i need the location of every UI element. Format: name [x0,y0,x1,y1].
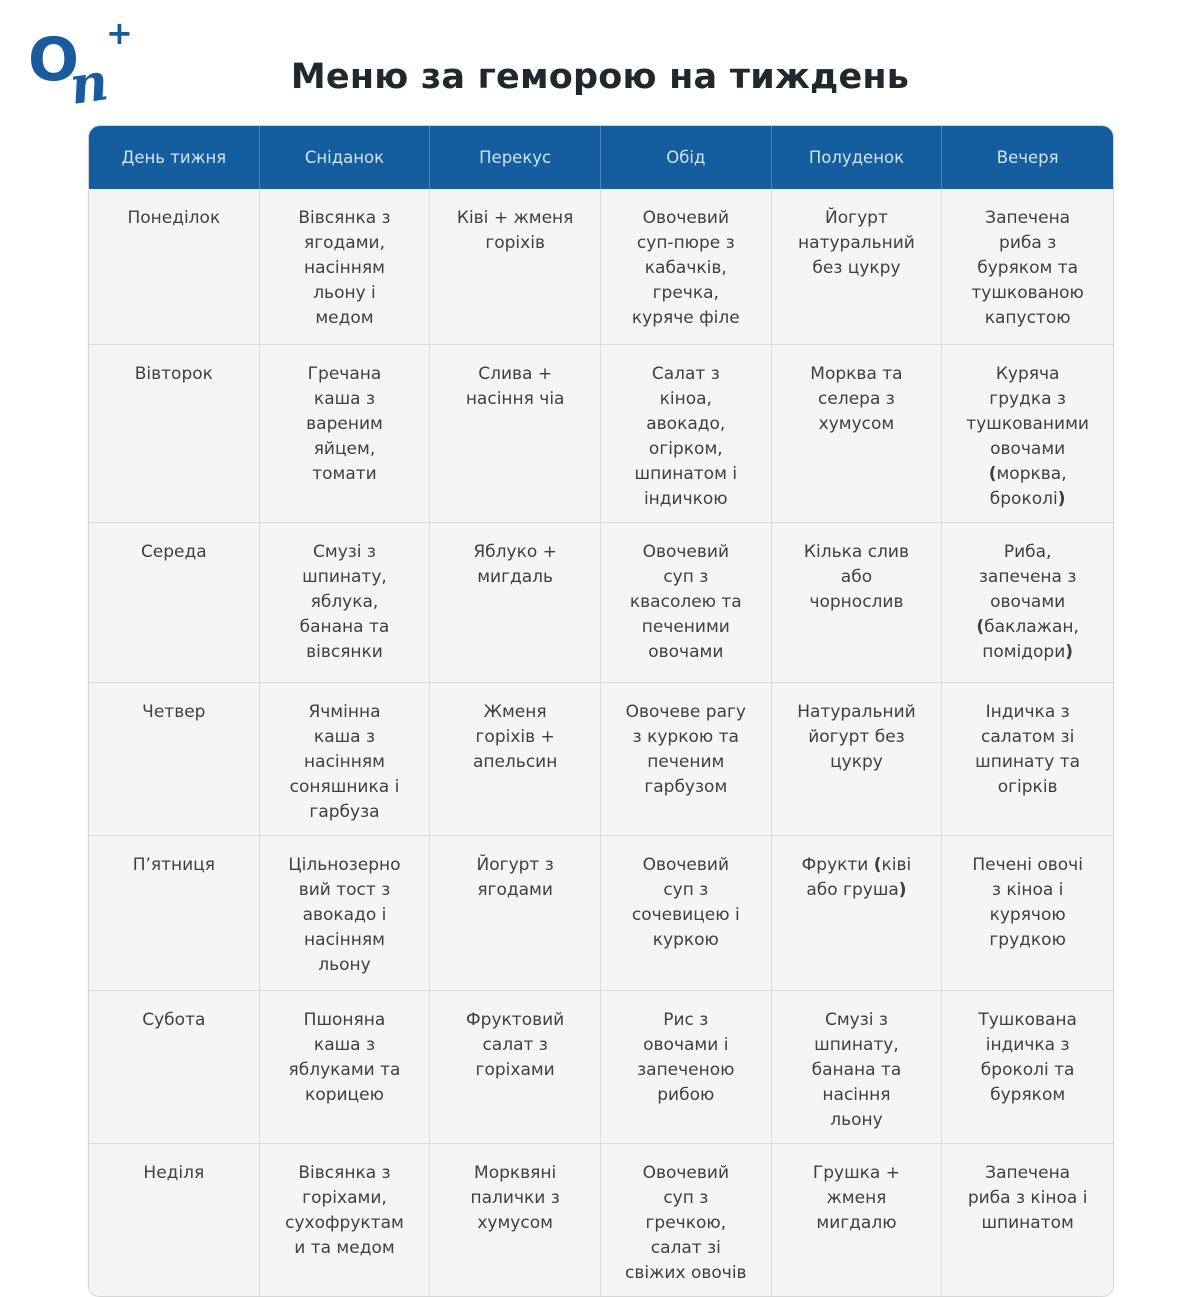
meal-cell: Вівсянка з ягодами, насінням льону і медом [260,189,431,344]
meal-cell: Запечена риба з буряком та тушкованою капустою [942,189,1113,344]
day-cell: Четвер [89,682,260,835]
logo-letter-n: n [65,51,112,117]
meal-cell: Смузі з шпинату, яблука, банана та вівсянки [260,522,431,682]
meal-cell: Овочевий суп-пюре з кабачків, гречка, куряче філе [601,189,772,344]
weekly-menu-table [89,126,1113,1296]
meal-cell: Печені овочі з кіноа і курячою грудкою [942,835,1113,990]
table-row [89,1143,1113,1296]
meal-cell: Фрукти (ківі або груша) [772,835,943,990]
table-row [89,990,1113,1143]
column-header-3: Обід [601,126,772,189]
meal-cell: Грушка + жменя мигдалю [772,1143,943,1296]
meal-cell: Овочевий суп з гречкою, салат зі свіжих овочів [601,1143,772,1296]
meal-cell: Риба, запечена з овочами (баклажан, помідори) [942,522,1113,682]
meal-cell: Фруктовий салат з горіхами [430,990,601,1143]
column-header-4: Полуденок [772,126,943,189]
column-header-0: День тижня [89,126,260,189]
meal-cell: Яблуко + мигдаль [430,522,601,682]
meal-cell: Натуральний йогурт без цукру [772,682,943,835]
meal-cell: Смузі з шпинату, банана та насіння льону [772,990,943,1143]
meal-cell: Жменя горіхів + апельсин [430,682,601,835]
table-row [89,682,1113,835]
day-cell: Неділя [89,1143,260,1296]
table-body [89,189,1113,1296]
column-header-5: Вечеря [942,126,1113,189]
meal-cell: Слива + насіння чіа [430,344,601,522]
meal-cell: Гречана каша з вареним яйцем, томати [260,344,431,522]
meal-cell: Пшоняна каша з яблуками та корицею [260,990,431,1143]
logo-letter-o: O [28,25,80,95]
meal-cell: Кілька слив або чорнослив [772,522,943,682]
table-row [89,344,1113,522]
meal-cell: Вівсянка з горіхами, сухофруктами та медом [260,1143,431,1296]
meal-cell: Куряча грудка з тушкованими овочами (морква, броколі) [942,344,1113,522]
table-header [89,126,1113,189]
meal-cell: Овочевий суп з сочевицею і куркою [601,835,772,990]
header-row [89,126,1113,189]
meal-cell: Овочеве рагу з куркою та печеним гарбузом [601,682,772,835]
meal-cell: Морква та селера з хумусом [772,344,943,522]
meal-cell: Цільнозерновий тост з авокадо і насінням льону [260,835,431,990]
meal-cell: Запечена риба з кіноа і шпинатом [942,1143,1113,1296]
table-row [89,835,1113,990]
day-cell: Понеділок [89,189,260,344]
meal-cell: Салат з кіноа, авокадо, огірком, шпинатом і індичкою [601,344,772,522]
day-cell: Середа [89,522,260,682]
meal-cell: Ківі + жменя горіхів [430,189,601,344]
meal-cell: Морквяні палички з хумусом [430,1143,601,1296]
logo-plus-icon: + [106,14,133,52]
meal-cell: Рис з овочами і запеченою рибою [601,990,772,1143]
meal-cell: Овочевий суп з квасолею та печеними овочами [601,522,772,682]
weekly-menu-table-container [88,125,1114,1297]
meal-cell: Індичка з салатом зі шпинату та огірків [942,682,1113,835]
page-title: Меню за геморою на тиждень [290,57,910,98]
table-row [89,189,1113,344]
column-header-2: Перекус [430,126,601,189]
meal-cell: Тушкована індичка з броколі та буряком [942,990,1113,1143]
meal-cell: Йогурт з ягодами [430,835,601,990]
day-cell: Субота [89,990,260,1143]
column-header-1: Сніданок [260,126,431,189]
meal-cell: Ячмінна каша з насінням соняшника і гарбуза [260,682,431,835]
day-cell: Вівторок [89,344,260,522]
table-row [89,522,1113,682]
day-cell: П’ятниця [89,835,260,990]
meal-cell: Йогурт натуральний без цукру [772,189,943,344]
